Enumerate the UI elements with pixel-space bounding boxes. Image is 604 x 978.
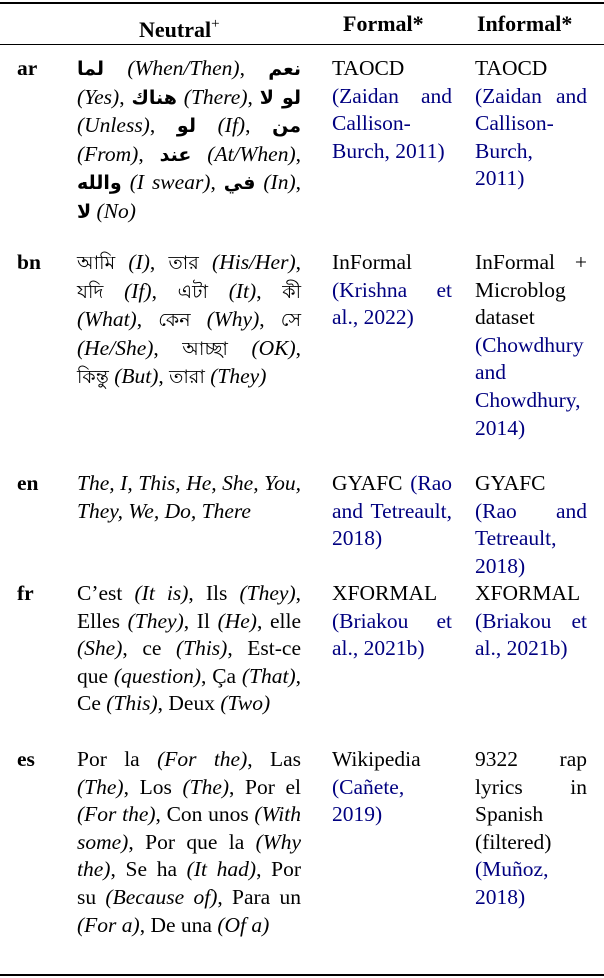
neutral-word-translation: (For the) <box>77 802 156 827</box>
neutral-word-translation: (Two) <box>220 691 271 716</box>
neutral-word: Por la <box>77 747 140 771</box>
neutral-word-translation: (There) <box>183 84 248 109</box>
neutral-word: Por el <box>245 774 302 799</box>
formal-dataset-name: InFormal <box>332 250 413 274</box>
neutral-word-translation: (He/She) <box>77 335 154 360</box>
informal-dataset-name: TAOCD <box>475 56 548 80</box>
neutral-word: আমি <box>77 252 116 274</box>
neutral-word: C’est <box>77 581 123 605</box>
formal-citation[interactable]: (Briakou et al., 2021b) <box>332 608 452 661</box>
neutral-word-translation: (For a) <box>77 912 140 937</box>
formal-dataset-name: TAOCD <box>332 56 405 80</box>
informal-source-en <box>475 470 587 580</box>
formal-source-es <box>332 746 452 829</box>
neutral-word: Con unos <box>166 802 249 827</box>
informal-citation[interactable]: (Chowdhury and Chowdhury, 2014) <box>475 332 584 440</box>
informal-citation[interactable]: (Zaidan and Callison-Burch, 2011) <box>475 83 587 191</box>
neutral-word-translation: (That) <box>241 663 296 688</box>
table-bottom-rule <box>0 974 604 976</box>
neutral-word: Por que la <box>145 829 245 854</box>
formal-source-en <box>332 470 452 553</box>
informal-source-ar <box>475 55 587 193</box>
neutral-word-translation: (Why the) <box>77 829 302 882</box>
neutral-word: نعم <box>268 58 301 80</box>
neutral-word-translation: (I swear) <box>129 170 211 195</box>
neutral-word-translation: (Because of) <box>105 884 218 909</box>
neutral-words-en <box>77 470 301 525</box>
neutral-words-ar: لما (When/Then), نعم (Yes), هناك (There), لو لا (Unless), لو (If), من (From), عند (At/When), والله (I swear), في (In), لا (No) <box>77 56 302 223</box>
informal-citation[interactable]: (Muñoz, 2018) <box>475 857 549 909</box>
header-neutral-label: Neutral <box>139 17 212 42</box>
neutral-word: Ce <box>77 691 101 716</box>
neutral-word-translation: (But) <box>114 364 159 389</box>
formal-dataset-name: GYAFC <box>332 471 403 495</box>
neutral-word: لو لا <box>259 86 302 109</box>
neutral-word: عند <box>159 143 192 166</box>
lang-es: es <box>17 747 35 771</box>
informal-source-es <box>475 746 587 912</box>
neutral-word-translation: (For the) <box>157 747 248 771</box>
formal-dataset-name: Wikipedia <box>332 747 421 771</box>
neutral-word: لما <box>77 58 105 80</box>
neutral-word-translation: (I) <box>128 250 150 274</box>
neutral-words-bn: আমি (I), তার (His/Her), যদি (If), এটা (It), কী (What), কেন (Why), সে (He/She), আচ্ছা (OK), কিন্তু (But), তারা (They) <box>77 250 302 389</box>
neutral-word: আচ্ছা <box>182 337 228 360</box>
neutral-word: Deux <box>168 691 215 716</box>
formal-source-fr <box>332 580 452 663</box>
neutral-word-translation: (In) <box>263 170 296 195</box>
formal-source-ar <box>332 55 452 165</box>
neutral-word-translation: (When/Then) <box>127 56 240 80</box>
informal-source-fr <box>475 580 587 663</box>
neutral-word-translation: (They) <box>239 581 296 605</box>
formal-citation[interactable]: (Zaidan and Callison-Burch, 2011) <box>332 83 452 163</box>
neutral-word-translation: (What) <box>77 307 137 332</box>
formal-dataset-name: XFORMAL <box>332 581 437 605</box>
table-header-rule <box>0 44 604 45</box>
neutral-word: কী <box>282 280 302 303</box>
table-top-rule <box>0 2 604 4</box>
neutral-word-translation: (This) <box>175 636 228 661</box>
header-informal: Informal* <box>477 11 573 36</box>
neutral-word: في <box>223 172 256 195</box>
neutral-word-translation: (His/Her) <box>212 250 296 274</box>
informal-dataset-name: 9322 rap lyrics in Spanish (filtered) <box>475 747 587 854</box>
neutral-word: Est-ce que <box>77 636 301 688</box>
neutral-word: لو <box>176 115 196 138</box>
neutral-word: والله <box>77 172 122 195</box>
formal-citation[interactable]: (Krishna et al., 2022) <box>332 277 452 330</box>
lang-fr: fr <box>17 581 34 605</box>
header-neutral-mark: + <box>211 16 220 32</box>
lang-bn: bn <box>17 250 41 274</box>
lang-en: en <box>17 471 39 495</box>
header-neutral <box>139 9 220 45</box>
neutral-word: Il <box>196 608 210 633</box>
neutral-word-translation: (Why) <box>206 307 260 332</box>
neutral-word-translation: (If) <box>217 113 246 138</box>
neutral-word: Elles <box>77 608 120 633</box>
neutral-word-translation: (They) <box>210 364 267 389</box>
neutral-word-translation: (Unless) <box>77 113 150 138</box>
neutral-word: Las <box>269 747 302 771</box>
neutral-word-translation: (OK) <box>251 335 296 360</box>
neutral-word: Por su <box>77 857 301 909</box>
informal-dataset-name: GYAFC <box>475 471 546 495</box>
neutral-word: Para un <box>232 884 301 909</box>
neutral-word-translation: (If) <box>124 278 152 303</box>
neutral-word-translation: (It is) <box>134 581 189 605</box>
informal-dataset-name: XFORMAL <box>475 581 580 605</box>
formal-citation[interactable]: (Rao and Tetreault, 2018) <box>332 471 452 551</box>
neutral-word: তারা <box>169 366 205 389</box>
neutral-word-translation: (The) <box>182 774 230 799</box>
neutral-word-translation: (He) <box>217 608 257 633</box>
neutral-word: Ça <box>212 663 237 688</box>
lang-ar: ar <box>17 56 38 80</box>
neutral-word: কেন <box>158 309 191 332</box>
neutral-word-translation: (question) <box>113 663 202 688</box>
informal-source-bn <box>475 249 587 442</box>
neutral-word: De una <box>150 912 212 937</box>
neutral-word: Ils <box>205 581 228 605</box>
neutral-word: لا <box>77 200 92 223</box>
neutral-word: ce <box>142 636 162 661</box>
neutral-word: তার <box>168 252 199 274</box>
informal-dataset-name: InFormal + Microblog dataset <box>475 250 587 330</box>
neutral-word: কিন্তু <box>77 366 109 389</box>
neutral-word-translation: (At/When) <box>207 141 296 166</box>
neutral-word: من <box>272 115 301 138</box>
neutral-word-translation: (They) <box>127 608 184 633</box>
neutral-word: যদি <box>77 280 104 303</box>
neutral-word-translation: (The) <box>77 774 124 799</box>
neutral-word: هناك <box>131 86 177 109</box>
neutral-words-text: The, I, This, He, She, You, They, We, Do, There <box>77 471 301 523</box>
neutral-word-translation: (It) <box>228 278 257 303</box>
neutral-word-translation: (From) <box>77 141 139 166</box>
neutral-word-translation: (Of a) <box>217 912 270 937</box>
neutral-word-translation: (No) <box>96 198 136 223</box>
neutral-word: সে <box>280 309 302 332</box>
neutral-word: elle <box>269 608 302 633</box>
neutral-word: এটা <box>177 280 208 303</box>
formal-source-bn <box>332 249 452 332</box>
header-formal: Formal* <box>343 11 424 36</box>
neutral-word-translation: (It had) <box>186 857 257 882</box>
neutral-words-fr: C’est (It is), Ils (They), Elles (They), Il (He), elle (She), ce (This), Est-ce que (question), Ça (That), Ce (This), Deux (Two) <box>77 581 302 716</box>
neutral-words-es: Por la (For the), Las (The), Los (The), Por el (For the), Con unos (With some), Por que la (Why the), Se ha (It had), Por su (Because of), Para un (For a), De una (Of a) <box>77 747 302 937</box>
neutral-word-translation: (With some) <box>77 802 301 854</box>
neutral-word: Los <box>139 774 172 799</box>
neutral-word-translation: (This) <box>106 691 158 716</box>
neutral-word: Se ha <box>125 857 177 882</box>
neutral-word-translation: (She) <box>77 636 123 661</box>
informal-citation[interactable]: (Rao and Tetreault, 2018) <box>475 498 587 578</box>
neutral-word-translation: (Yes) <box>77 84 120 109</box>
informal-citation[interactable]: (Briakou et al., 2021b) <box>475 608 587 661</box>
formal-citation[interactable]: (Cañete, 2019) <box>332 774 405 827</box>
